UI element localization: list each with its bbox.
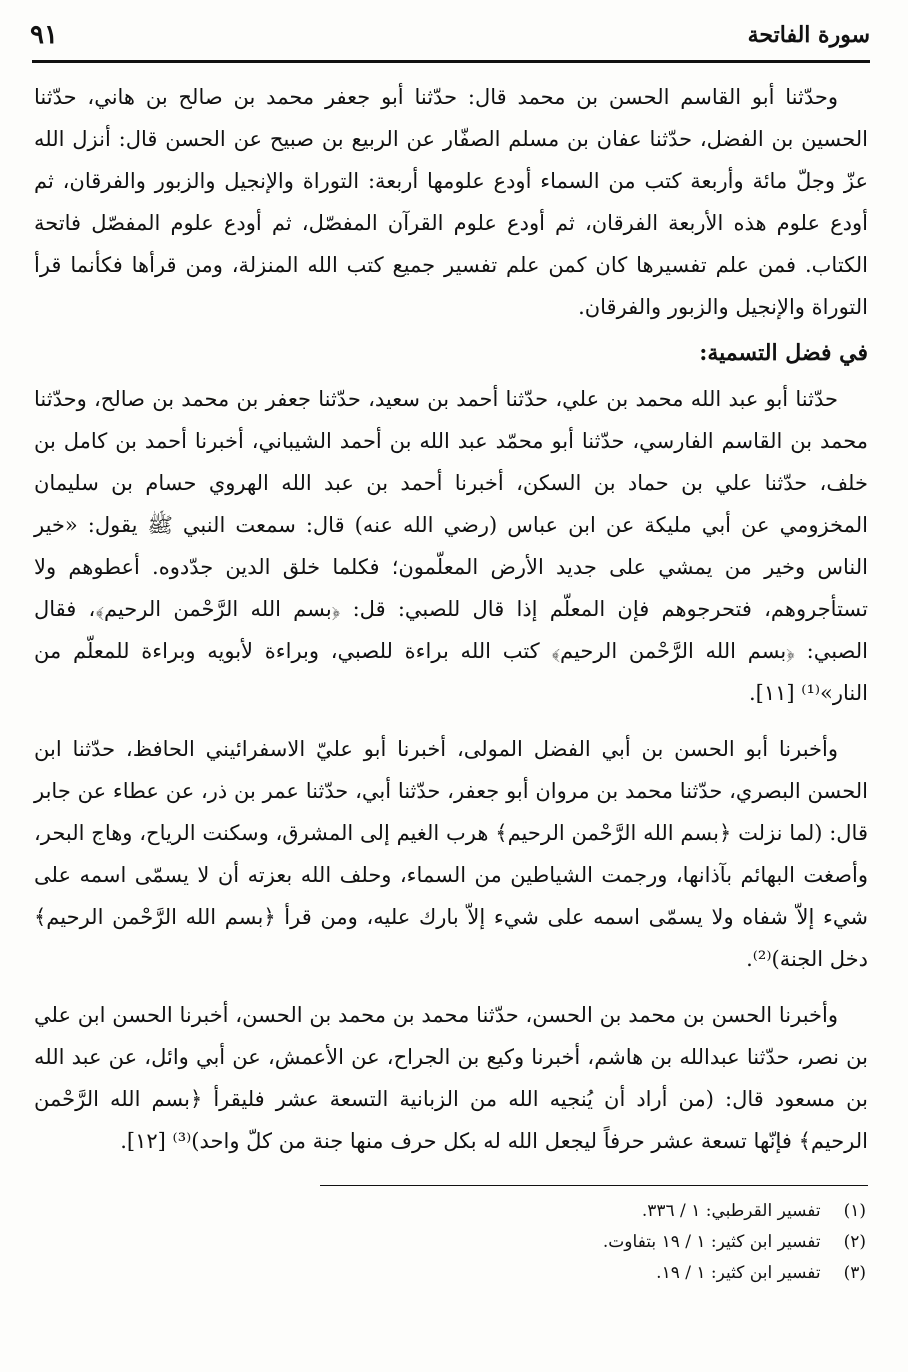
header-divider	[32, 60, 870, 63]
surah-title: سورة الفاتحة	[747, 22, 870, 48]
footnote	[34, 1227, 866, 1258]
footnote-divider	[320, 1185, 868, 1186]
footnote-number: (١)	[843, 1201, 866, 1221]
footnotes	[34, 1196, 866, 1289]
page-body	[34, 76, 868, 1162]
paragraph: حدّثنا أبو عبد الله محمد بن علي، حدّثنا أحمد بن سعيد، حدّثنا جعفر بن محمد بن صالح، وحدّثنا محمد بن القاسم الفارسي، حدّثنا أبو محمّد عبد الله بن أحمد الشيباني، أخبرنا أحمد بن كامل بن خلف، حدّثنا علي بن حماد بن السكن، أخبرنا أحمد بن عبد الله الهروي حسام بن سليمان المخزومي عن أبي مليكة عن ابن عباس (رضي الله عنه) قال: سمعت النبي ﷺ يقول: «خير الناس وخير من يمشي على جديد الأرض المعلّمون؛ فكلما خلق الدين جدّدوه. أعطوهم ولا تستأجروهم، فتحرجوهم فإن المعلّم إذا قال للصبي: قل: ﴿بسم الله الرَّحْمن الرحيم﴾، فقال الصبي: ﴿بسم الله الرَّحْمن الرحيم﴾ كتب الله براءة للصبي، وبراءة لأبويه وبراءة للمعلّم من النار»⁽¹⁾ [١١].	[34, 387, 868, 705]
footnote-number: (٢)	[843, 1232, 866, 1252]
page-number: ٩١	[30, 20, 58, 50]
footnote-number: (٣)	[843, 1263, 866, 1283]
paragraph: وأخبرنا الحسن بن محمد بن الحسن، حدّثنا محمد بن محمد بن الحسن، أخبرنا الحسن ابن علي بن نصر، حدّثنا عبدالله بن هاشم، أخبرنا وكيع بن الجراح، عن الأعمش، عن أبي وائل، عن عبد الله بن مسعود قال: (من أراد أن يُنجيه الله من الزبانية التسعة عشر فليقرأ ﴿بسم الله الرَّحْمن الرحيم﴾ فإنّها تسعة عشر حرفاً ليجعل الله له بكل حرف منها جنة من كلّ واحد)⁽³⁾ [١٢].	[34, 1003, 868, 1153]
footnote	[34, 1196, 866, 1227]
footnote-text: تفسير ابن كثير: ١ / ١٩.	[656, 1263, 821, 1283]
footnote-text: تفسير ابن كثير: ١ / ١٩ بتفاوت.	[602, 1232, 821, 1252]
footnote	[34, 1258, 866, 1289]
section-heading: في فضل التسمية:	[699, 340, 868, 366]
page-header	[30, 18, 870, 56]
footnote-text: تفسير القرطبي: ١ / ٣٣٦.	[641, 1201, 821, 1221]
paragraph: وأخبرنا أبو الحسن بن أبي الفضل المولى، أخبرنا أبو عليّ الاسفرائيني الحافظ، حدّثنا ابن الحسن البصري، حدّثنا محمد بن مروان أبو جعفر، حدّثنا أبي، حدّثنا عمر بن ذر، عن عطاء عن جابر قال: (لما نزلت ﴿بسم الله الرَّحْمن الرحيم﴾ هرب الغيم إلى المشرق، وسكنت الرياح، وهاج البحر، وأصغت البهائم بآذانها، ورجمت الشياطين من السماء، وحلف الله بعزته أن لا يسمّى اسمه على شيء إلاّ شفاه ولا يسمّى اسمه على شيء إلاّ بارك عليه، ومن قرأ ﴿بسم الله الرَّحْمن الرحيم﴾ دخل الجنة)⁽²⁾.	[34, 737, 868, 971]
paragraph: وحدّثنا أبو القاسم الحسن بن محمد قال: حدّثنا أبو جعفر محمد بن صالح بن هاني، حدّثنا الحسين بن الفضل، حدّثنا عفان بن مسلم الصفّار عن الربيع بن صبيح عن الحسن قال: أنزل الله عزّ وجلّ مائة وأربعة كتب من السماء أودع علومها أربعة: التوراة والإنجيل والزبور والفرقان، ثم أودع علوم هذه الأربعة الفرقان، ثم أودع علوم القرآن المفصّل، ثم أودع علوم المفصّل فاتحة الكتاب. فمن علم تفسيرها كان كمن علم تفسير جميع كتب الله المنزلة، ومن قرأها فكأنما قرأ التوراة والإنجيل والزبور والفرقان.	[34, 85, 868, 319]
